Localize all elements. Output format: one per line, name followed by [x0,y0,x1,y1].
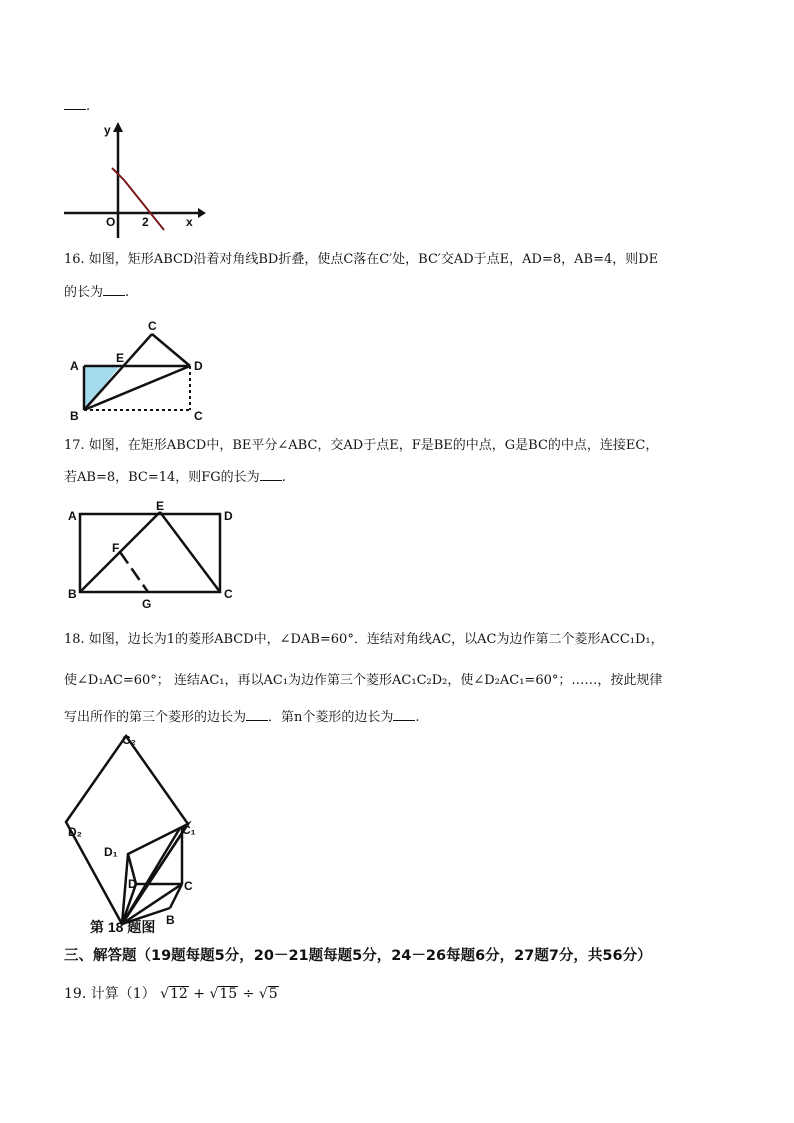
sqrt-symbol: √ [258,986,268,1002]
answer-blank [393,708,415,721]
q18-line3 [64,708,420,728]
label-f: F [112,541,120,555]
q17-line1: 17. 如图，在矩形ABCD中，BE平分∠ABC，交AD于点E，F是BE的中点，G是BC的中点，连接EC， [64,438,659,453]
plus-operator: + [193,986,206,1002]
q15-graph-figure [60,118,210,248]
q16-fold-figure [64,316,224,426]
q18-rhombus-figure [60,728,230,938]
label-c2: C₂ [122,733,136,747]
q16-line2 [64,283,129,303]
label-c: C [184,879,193,893]
divide-operator: ÷ [242,986,255,1002]
q17-line2-text: 若AB=8，BC=14，则FG的长为 [64,470,260,485]
label-a: A [68,509,77,523]
segment-c-prime-d [152,334,190,366]
period: . [125,285,130,300]
label-e: E [156,500,165,513]
q18-line3-text-a: 写出所作的第三个菱形的边长为 [64,710,247,725]
x-axis-arrow [198,208,206,218]
q18-line1: 18. 如图，边长为1的菱形ABCD中，∠DAB=60°．连结对角线AC，以AC为边作第二个菱形ACC₁D₁， [64,632,664,647]
label-d: D [194,359,203,373]
label-a: A [70,359,79,373]
answer-blank [64,97,86,110]
q18-line2: 使∠D₁AC=60°； 连结AC₁，再以AC₁为边作第三个菱形AC₁C₂D₂，使∠D₂AC₁=60°；……，按此规律 [64,673,663,688]
y-axis-arrow [113,122,123,132]
rectangle-abcd [80,514,220,592]
answer-blank [103,283,125,296]
tick-label-2: 2 [142,215,149,229]
label-d1: D₁ [104,845,118,859]
q19-prefix: 19. 计算（1） [64,986,156,1002]
q18-line3-text-b: ．第n个菱形的边长为 [268,710,394,725]
period: . [281,470,286,485]
sqrt-symbol: √ [209,986,219,1002]
q15-answer-blank-line [64,97,90,117]
label-c1: C₁ [182,823,196,837]
figure-caption: 第 18 题图 [90,919,156,935]
label-b: B [70,409,79,423]
radicand-3: 5 [268,986,278,1002]
period: . [415,710,420,725]
segment-fg [120,552,148,592]
y-axis-label: y [104,123,111,137]
q17-line2 [64,468,286,488]
sqrt-symbol: √ [160,986,169,1002]
q17-rectangle-figure [64,500,244,612]
x-axis-label: x [186,215,193,229]
label-b: B [68,587,77,601]
label-d2: D₂ [68,825,82,839]
radicand-2: 15 [219,986,238,1002]
label-c: C [224,587,233,601]
label-c-prime: C [148,319,157,333]
q19-line [64,984,279,1004]
section-heading: 三、解答题（19题每题5分，20－21题每题5分，24－26每题6分，27题7分，共56分） [64,948,652,964]
answer-blank [246,708,268,721]
label-g: G [142,597,152,611]
answer-blank [260,468,282,481]
graph-line [112,168,164,230]
radicand-1: 12 [170,986,188,1002]
label-d: D [224,509,233,523]
q16-line2-text: 的长为 [64,285,104,300]
label-e: E [116,351,125,365]
segment-ec [160,512,220,592]
rhombus-ac2 [66,736,188,924]
q16-line1: 16. 如图，矩形ABCD沿着对角线BD折叠，使点C落在C′处，BC′交AD于点E，AD=8，AB=4，则DE [64,252,659,267]
label-d: D [128,877,137,891]
period: . [86,99,91,114]
origin-label: O [106,215,116,229]
label-b: B [166,913,175,927]
label-c: C [194,409,203,423]
